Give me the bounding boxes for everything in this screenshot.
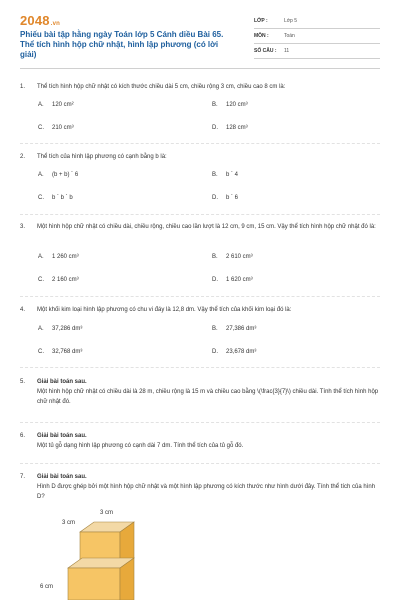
question-text: Thể tích của hình lập phương có cạnh bằng b là: xyxy=(37,154,167,160)
question-separator xyxy=(20,367,380,368)
figure-label-top: 3 cm xyxy=(100,510,114,516)
option-3d[interactable]: D. 1 620 cm³ xyxy=(212,277,253,283)
logo-text: 2048 xyxy=(20,13,50,28)
option-3b[interactable]: B. 2 610 cm³ xyxy=(212,254,253,260)
question-text: Một hình hộp chữ nhật có chiều dài là 28 m, chiều rộng là 15 m và chiều cao bằng \(\frac{3}{7}\) chiều dài. Tính thể tích hình hộp chữ nhật đó. xyxy=(37,389,379,405)
figure-label-height: 6 cm xyxy=(40,584,54,590)
question-3: 3. Một hình hộp chữ nhật có chiều dài, chiều rộng, chiều cao lần lượt là 12 cm, 9 cm, 15 cm. Vậy thể tích hình hộp chữ nhật đó là: xyxy=(20,222,382,232)
option-3c[interactable]: C. 2 160 cm³ xyxy=(38,277,79,283)
question-6: 6. Giải bài toán sau. Một tủ gỗ dạng hình lập phương có cạnh dài 7 dm. Tính thể tích của tủ gỗ đó. xyxy=(20,431,382,451)
figure-label-left: 3 cm xyxy=(62,520,76,526)
logo-suffix: .vn xyxy=(50,21,61,27)
question-separator xyxy=(20,422,380,423)
site-logo[interactable] xyxy=(20,13,60,28)
meta-class: LỚP : Lớp 5 xyxy=(254,14,380,29)
meta-subject: MÔN : Toán xyxy=(254,29,380,44)
question-text: Một tủ gỗ dạng hình lập phương có cạnh dài 7 dm. Tính thể tích của tủ gỗ đó. xyxy=(37,443,244,449)
option-4c[interactable]: C. 32,768 dm³ xyxy=(38,349,83,355)
question-7: 7. Giải bài toán sau. Hình D được ghép bởi một hình hộp chữ nhật và một hình lập phương có kích thước như hình dưới đây. Tính thể tích của hình D? xyxy=(20,472,382,502)
question-1: 1. Thể tích hình hộp chữ nhật có kích thước chiều dài 5 cm, chiều rộng 3 cm, chiều cao 8 cm là: xyxy=(20,82,382,92)
question-4: 4. Một khối kim loại hình lập phương có chu vi đáy là 12,8 dm. Vậy thể tích của khối kim loại đó là: xyxy=(20,305,382,315)
option-1d[interactable]: D. 128 cm³ xyxy=(212,125,248,131)
question-text: Thể tích hình hộp chữ nhật có kích thước chiều dài 5 cm, chiều rộng 3 cm, chiều cao 8 cm là: xyxy=(37,84,286,90)
option-2b[interactable]: B. b ´ 4 xyxy=(212,172,239,178)
option-4d[interactable]: D. 23,678 dm³ xyxy=(212,349,257,355)
option-1c[interactable]: C. 210 cm³ xyxy=(38,125,74,131)
question-separator xyxy=(20,463,380,464)
question-heading: Giải bài toán sau. xyxy=(37,379,87,385)
option-2d[interactable]: D. b ´ 6 xyxy=(212,195,239,201)
question-5: 5. Giải bài toán sau. Một hình hộp chữ nhật có chiều dài là 28 m, chiều rộng là 15 m và chiều cao bằng \(\frac{3}{7}\) chiều dài. Tính thể tích hình hộp chữ nhật đó. xyxy=(20,377,382,407)
option-4b[interactable]: B. 27,386 dm³ xyxy=(212,326,257,332)
question-separator xyxy=(20,214,380,215)
option-2a[interactable]: A. (b + b) ´ 6 xyxy=(38,172,79,178)
meta-box xyxy=(254,14,380,59)
question-heading: Giải bài toán sau. xyxy=(37,433,87,439)
question-2: 2. Thể tích của hình lập phương có cạnh bằng b là: xyxy=(20,152,382,162)
shape-d-drawing xyxy=(38,508,168,600)
question-text: Một hình hộp chữ nhật có chiều dài, chiều rộng, chiều cao lần lượt là 12 cm, 9 cm, 15 cm. Vậy thể tích hình hộp chữ nhật đó là: xyxy=(37,224,376,230)
option-3a[interactable]: A. 1 260 cm³ xyxy=(38,254,79,260)
option-2c[interactable]: C. b ´ b ´ b xyxy=(38,195,73,201)
worksheet-title: Phiếu bài tập hằng ngày Toán lớp 5 Cánh diều Bài 65. Thể tích hình hộp chữ nhật, hình lập phương (có lời giải) xyxy=(20,30,224,59)
option-1a[interactable]: A. 120 cm² xyxy=(38,102,74,108)
question-text: Hình D được ghép bởi một hình hộp chữ nhật và một hình lập phương có kích thước như hình dưới đây. Tính thể tích của hình D? xyxy=(37,484,376,500)
option-4a[interactable]: A. 37,286 dm³ xyxy=(38,326,83,332)
meta-count: SỐ CÂU : 11 xyxy=(254,44,380,59)
question-separator xyxy=(20,296,380,297)
option-1b[interactable]: B. 120 cm³ xyxy=(212,102,248,108)
question-heading: Giải bài toán sau. xyxy=(37,474,87,480)
question-separator xyxy=(20,143,380,144)
shape-d-figure xyxy=(38,508,168,600)
header-divider xyxy=(20,68,380,69)
question-text: Một khối kim loại hình lập phương có chu vi đáy là 12,8 dm. Vậy thể tích của khối kim loại đó là: xyxy=(37,307,292,313)
